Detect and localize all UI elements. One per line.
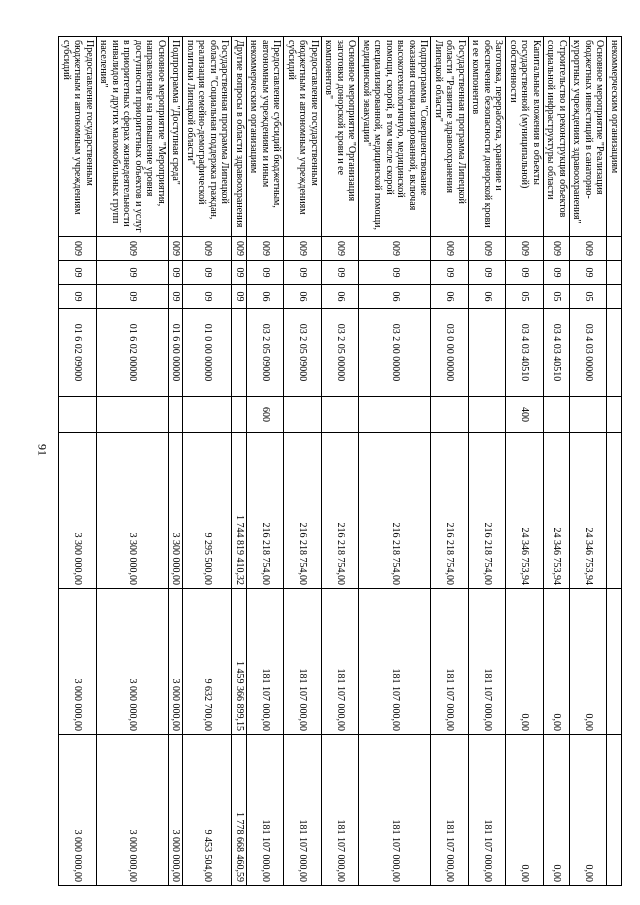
- subsection-code: 06: [247, 285, 285, 309]
- section-code: 09: [247, 261, 285, 285]
- row-name: Предоставление субсидий бюджетным, автономным учреждениям и иным некоммерческим организациям: [247, 37, 285, 237]
- table-row: [570, 37, 608, 886]
- section-code: 09: [544, 261, 570, 285]
- grbs-code: 009: [544, 237, 570, 261]
- expense-type-code: 600: [247, 397, 285, 433]
- amount-year-2: 181 107 000,00: [469, 589, 507, 735]
- table-row: [59, 37, 97, 886]
- expense-type-code: [183, 397, 232, 433]
- expense-type-code: 400: [506, 397, 544, 433]
- amount-year-1: 216 218 754,00: [247, 433, 285, 589]
- row-name: Подпрограмма "Доступная среда": [169, 37, 184, 237]
- table-row: [506, 37, 544, 886]
- amount-year-2: 3 000 000,00: [97, 589, 169, 735]
- row-name: Капитальные вложения в объекты государственной (муниципальной) собственности: [506, 37, 544, 237]
- row-name: Другие вопросы в области здравоохранения: [232, 37, 247, 237]
- section-code: 09: [469, 261, 507, 285]
- amount-year-3: 181 107 000,00: [359, 735, 431, 886]
- amount-year-3: 1 778 668 460,59: [232, 735, 247, 886]
- amount-year-2: 181 107 000,00: [359, 589, 431, 735]
- row-name: Государственная программа Липецкой области "Социальная поддержка граждан, реализация семейно-демографической политики Липецкой области": [183, 37, 232, 237]
- subsection-code: 06: [359, 285, 431, 309]
- amount-year-1: 216 218 754,00: [284, 433, 322, 589]
- table-row: [469, 37, 507, 886]
- expense-type-code: [469, 397, 507, 433]
- subsection-code: 05: [570, 285, 608, 309]
- section-code: 09: [169, 261, 184, 285]
- amount-year-3: 3 000 000,00: [97, 735, 169, 886]
- amount-year-3: 3 000 000,00: [169, 735, 184, 886]
- amount-year-1: 24 346 753,94: [506, 433, 544, 589]
- target-article-code: 03 2 05 09000: [247, 309, 285, 397]
- subsection-code: 05: [506, 285, 544, 309]
- table-row: [359, 37, 431, 886]
- subsection-code: 09: [232, 285, 247, 309]
- expense-type-code: [169, 397, 184, 433]
- table-row: [544, 37, 570, 886]
- amount-year-3: 181 107 000,00: [469, 735, 507, 886]
- amount-year-2: 1 459 366 899,15: [232, 589, 247, 735]
- target-article-code: 01 0 00 00000: [183, 309, 232, 397]
- amount-year-2: 0,00: [506, 589, 544, 735]
- target-article-code: 03 4 03 40510: [544, 309, 570, 397]
- row-name: Предоставление государственным бюджетным и автономным учреждениям субсидий: [59, 37, 97, 237]
- grbs-code: 009: [247, 237, 285, 261]
- table-row: [322, 37, 360, 886]
- target-article-code: 01 6 00 00000: [169, 309, 184, 397]
- table-row: [284, 37, 322, 886]
- subsection-code: 09: [183, 285, 232, 309]
- amount-year-3: 0,00: [506, 735, 544, 886]
- amount-year-3: 181 107 000,00: [322, 735, 360, 886]
- target-article-code: 03 4 03 40510: [506, 309, 544, 397]
- table-row: [232, 37, 247, 886]
- expense-type-code: [97, 397, 169, 433]
- expense-type-code: [359, 397, 431, 433]
- target-article-code: [232, 309, 247, 397]
- row-name: Предоставление государственным бюджетным и автономным учреждениям субсидий: [284, 37, 322, 237]
- target-article-code: 03 2 05 00000: [322, 309, 360, 397]
- amount-year-2: 181 107 000,00: [247, 589, 285, 735]
- amount-year-1: 24 346 753,94: [570, 433, 608, 589]
- amount-year-2: 0,00: [544, 589, 570, 735]
- amount-year-1: 216 218 754,00: [431, 433, 469, 589]
- amount-year-3: 3 000 000,00: [59, 735, 97, 886]
- subsection-code: [607, 285, 622, 309]
- amount-year-3: 181 107 000,00: [431, 735, 469, 886]
- amount-year-1: 216 218 754,00: [469, 433, 507, 589]
- amount-year-1: 1 744 819 410,32: [232, 433, 247, 589]
- expense-type-code: [59, 397, 97, 433]
- grbs-code: 009: [570, 237, 608, 261]
- row-name: Основное мероприятие "Реализация бюджетных инвестиций в санаторно-курортных учреждениях здравоохранения": [570, 37, 608, 237]
- grbs-code: 009: [169, 237, 184, 261]
- amount-year-2: 9 632 700,00: [183, 589, 232, 735]
- grbs-code: [607, 237, 622, 261]
- row-name: Основное мероприятие "Организация заготовки донорской крови и ее компонентов": [322, 37, 360, 237]
- table-row: [431, 37, 469, 886]
- expense-type-code: [607, 397, 622, 433]
- row-name: Заготовка, переработка, хранение и обеспечение безопасности донорской крови и ее компонентов: [469, 37, 507, 237]
- section-code: 09: [570, 261, 608, 285]
- amount-year-1: 216 218 754,00: [322, 433, 360, 589]
- amount-year-3: 181 107 000,00: [284, 735, 322, 886]
- subsection-code: 05: [544, 285, 570, 309]
- section-code: 09: [322, 261, 360, 285]
- table-row: [607, 37, 622, 886]
- target-article-code: 03 2 05 09000: [284, 309, 322, 397]
- target-article-code: [469, 309, 507, 397]
- rotated-page-content: [61, 36, 622, 885]
- amount-year-1: 216 218 754,00: [359, 433, 431, 589]
- row-name: Основное мероприятие "Мероприятия, направленные на повышение уровня доступности приоритетных объектов и услуг в приоритетных сферах жизнедеятельности инвалидов и других маломобильных групп населения": [97, 37, 169, 237]
- amount-year-1: 3 300 000,00: [59, 433, 97, 589]
- expense-type-code: [431, 397, 469, 433]
- amount-year-2: 181 107 000,00: [322, 589, 360, 735]
- table-row: [97, 37, 169, 886]
- amount-year-2: 0,00: [570, 589, 608, 735]
- amount-year-1: 3 300 000,00: [169, 433, 184, 589]
- section-code: 09: [431, 261, 469, 285]
- subsection-code: 06: [469, 285, 507, 309]
- subsection-code: 06: [322, 285, 360, 309]
- target-article-code: 01 6 02 09000: [59, 309, 97, 397]
- subsection-code: 09: [169, 285, 184, 309]
- table-wrapper: [61, 36, 622, 885]
- amount-year-1: 3 300 000,00: [97, 433, 169, 589]
- section-code: 09: [97, 261, 169, 285]
- row-name: Строительство и реконструкция объектов социальной инфраструктуры области: [544, 37, 570, 237]
- amount-year-1: 9 295 500,00: [183, 433, 232, 589]
- grbs-code: 009: [97, 237, 169, 261]
- grbs-code: 009: [59, 237, 97, 261]
- section-code: 09: [232, 261, 247, 285]
- amount-year-3: 9 453 504,00: [183, 735, 232, 886]
- grbs-code: 009: [232, 237, 247, 261]
- expense-type-code: [284, 397, 322, 433]
- subsection-code: 06: [431, 285, 469, 309]
- grbs-code: 009: [284, 237, 322, 261]
- amount-year-3: 181 107 000,00: [247, 735, 285, 886]
- section-code: 09: [284, 261, 322, 285]
- grbs-code: 009: [322, 237, 360, 261]
- amount-year-2: 181 107 000,00: [284, 589, 322, 735]
- page-number: 91: [35, 444, 50, 456]
- grbs-code: 009: [359, 237, 431, 261]
- table-row: [169, 37, 184, 886]
- target-article-code: [607, 309, 622, 397]
- expense-type-code: [544, 397, 570, 433]
- amount-year-3: [607, 735, 622, 886]
- amount-year-3: 0,00: [544, 735, 570, 886]
- amount-year-3: 0,00: [570, 735, 608, 886]
- target-article-code: 01 6 02 00000: [97, 309, 169, 397]
- expense-type-code: [570, 397, 608, 433]
- row-name: Подпрограмма "Совершенствование оказания специализированной, включая высокотехнологичную, медицинской помощи, скорой, в том числе скорой специализированной, медицинской помощи, медицинской эвакуации": [359, 37, 431, 237]
- amount-year-2: [607, 589, 622, 735]
- amount-year-2: 181 107 000,00: [431, 589, 469, 735]
- budget-table: [59, 36, 623, 886]
- target-article-code: 03 4 03 00000: [570, 309, 608, 397]
- section-code: 09: [183, 261, 232, 285]
- section-code: [607, 261, 622, 285]
- amount-year-2: 3 000 000,00: [59, 589, 97, 735]
- expense-type-code: [232, 397, 247, 433]
- table-row: [183, 37, 232, 886]
- target-article-code: 03 0 00 00000: [431, 309, 469, 397]
- subsection-code: 09: [59, 285, 97, 309]
- grbs-code: 009: [506, 237, 544, 261]
- row-name: некоммерческим организациям: [607, 37, 622, 237]
- grbs-code: 009: [183, 237, 232, 261]
- budget-table-body: [59, 37, 622, 886]
- target-article-code: 03 2 00 00000: [359, 309, 431, 397]
- subsection-code: 09: [97, 285, 169, 309]
- amount-year-2: 3 000 000,00: [169, 589, 184, 735]
- section-code: 09: [506, 261, 544, 285]
- table-row: [247, 37, 285, 886]
- subsection-code: 06: [284, 285, 322, 309]
- amount-year-1: 24 346 753,94: [544, 433, 570, 589]
- amount-year-1: [607, 433, 622, 589]
- expense-type-code: [322, 397, 360, 433]
- section-code: 09: [59, 261, 97, 285]
- grbs-code: 009: [431, 237, 469, 261]
- grbs-code: 009: [469, 237, 507, 261]
- row-name: Государственная программа Липецкой области "Развитие здравоохранения Липецкой области": [431, 37, 469, 237]
- section-code: 09: [359, 261, 431, 285]
